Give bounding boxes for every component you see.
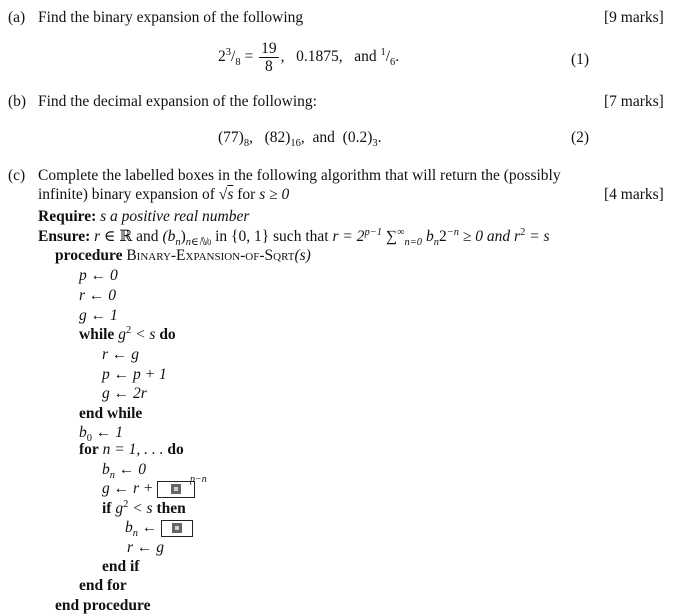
if-keyword: if <box>102 500 112 517</box>
ensure-b: b <box>422 228 434 245</box>
part-b-marks: [7 marks] <box>604 93 664 110</box>
box-exponent: p−n <box>190 474 207 485</box>
require-text: s a positive real number <box>100 208 250 225</box>
part-c-line1: Complete the labelled boxes in the following algorithm that will return the (possibly <box>38 167 561 184</box>
part-c-marks: [4 marks] <box>604 186 664 203</box>
procedure-arg: (s) <box>294 247 311 264</box>
ensure-neg-exp: −n <box>446 226 460 238</box>
mixed-number-whole: 2 <box>218 48 226 66</box>
box-a-placeholder-icon <box>171 484 181 494</box>
bn-assign <box>102 461 146 482</box>
b0-assign <box>79 424 123 445</box>
fraction-numerator: 19 <box>261 40 277 57</box>
p-assign: p ← p + 1 <box>102 366 167 383</box>
while-keyword: while <box>79 326 115 343</box>
ensure-tail: ≥ 0 and r <box>459 228 521 245</box>
p-init: p ← 0 <box>79 267 118 284</box>
part-a-end: . <box>395 48 400 66</box>
r-update: r ← g <box>127 539 165 556</box>
part-b-question: Find the decimal expansion of the following: <box>38 93 317 110</box>
ensure-index-set: n∈ℕ <box>185 237 208 249</box>
while-cond: < s <box>131 326 156 343</box>
equation-number-2: (2) <box>571 129 590 146</box>
and-word: and <box>312 129 335 146</box>
part-b-label: (b) <box>8 93 27 110</box>
bn-rest: ← 0 <box>115 461 146 478</box>
procedure-name: Binary-Expansion-of-Sqrt <box>126 247 295 264</box>
equation-number-1: (1) <box>571 51 590 68</box>
box-b-placeholder-icon <box>172 523 182 533</box>
algorithm-require <box>38 208 249 226</box>
if-g: g <box>115 500 124 517</box>
part-b-expression <box>218 129 382 150</box>
r-assign: r ← g <box>102 346 140 363</box>
ensure-real-set: ℝ <box>119 228 133 245</box>
end-if: end if <box>102 558 140 575</box>
if-square: 2 <box>123 498 129 510</box>
ensure-close: ) <box>180 228 186 245</box>
for-keyword: for <box>79 441 99 458</box>
one-sixth-num: 1 <box>380 46 386 58</box>
algorithm-ensure <box>38 226 550 249</box>
if-cond: < s <box>128 500 153 517</box>
procedure-header <box>55 247 311 265</box>
b0-rest: ← 1 <box>92 424 123 441</box>
ensure-sum-hi: ∞ <box>396 226 405 238</box>
bn2-sub: n <box>132 528 138 540</box>
base8-number: (77) <box>218 129 244 146</box>
end-procedure: end procedure <box>55 597 151 614</box>
ensure-b-sub: n <box>433 237 439 249</box>
bn-box-assign <box>125 519 193 540</box>
ensure-end: = s <box>525 228 550 245</box>
comma-1: , <box>249 129 253 146</box>
b0-b: b <box>79 424 87 441</box>
g-init: g ← 1 <box>79 307 118 324</box>
end-while: end while <box>79 405 143 422</box>
g-update-text: g ← r + <box>102 480 158 497</box>
ensure-sum-lo: n=0 <box>404 237 423 249</box>
part-a-marks: [9 marks] <box>604 9 664 26</box>
ensure-r: r ∈ <box>94 228 120 245</box>
r-init: r ← 0 <box>79 287 117 304</box>
one-sixth-den: 6 <box>390 57 396 69</box>
while-square: 2 <box>125 324 132 336</box>
mixed-number-den: 8 <box>235 57 241 69</box>
ensure-bn-sub: n <box>175 237 181 249</box>
comma-2: , <box>300 129 305 146</box>
bn-sub: n <box>109 470 115 482</box>
ensure-r-eq: r = 2 <box>332 228 365 245</box>
equals-sign: = <box>244 48 254 66</box>
bn2-rest: ← <box>138 519 162 536</box>
require-keyword: Require: <box>38 208 97 225</box>
while-line <box>79 326 176 344</box>
bn2-b: b <box>125 519 133 536</box>
base8-subscript: 8 <box>243 138 250 150</box>
part-c-label: (c) <box>8 167 26 184</box>
part-c-condition: s ≥ 0 <box>259 186 290 203</box>
do-keyword: do <box>159 326 176 343</box>
ensure-exp: p−1 <box>364 226 383 238</box>
part-c-line2 <box>38 186 289 204</box>
base16-number: (82) <box>264 129 291 146</box>
ensure-sum: ∑ <box>382 228 397 245</box>
if-line <box>102 500 186 518</box>
ensure-bn: (b <box>162 228 176 245</box>
g-assign: g ← 2r <box>102 385 147 402</box>
b0-sub: 0 <box>86 433 92 445</box>
base3-subscript: 3 <box>372 138 378 150</box>
for-do-keyword: do <box>167 441 184 458</box>
part-a-expression: $2^3/_8$ = $\frac{19}{8}$ , 0.1875, and $^1/_6$. <box>218 40 400 75</box>
for-cond: n = 1, . . . <box>98 441 164 458</box>
ensure-index-zero: 0 <box>207 238 212 248</box>
sqrt-radicand: s <box>227 186 234 203</box>
bn-b: b <box>102 461 110 478</box>
answer-box-b[interactable] <box>161 520 193 537</box>
procedure-keyword: procedure <box>55 247 123 264</box>
ensure-and: and <box>132 228 163 245</box>
ensure-in: in {0, 1} such that <box>211 228 333 245</box>
base3-number: (0.2) <box>342 129 373 146</box>
end-for: end for <box>79 577 127 594</box>
mixed-number-num: 3 <box>225 46 231 58</box>
ensure-square: 2 <box>520 226 526 238</box>
part-c-line2-a: infinite) binary expansion of <box>38 186 219 203</box>
ensure-keyword: Ensure: <box>38 228 91 245</box>
fraction-denominator: 8 <box>264 58 273 75</box>
period: . <box>377 129 382 146</box>
base16-subscript: 16 <box>290 138 301 150</box>
while-g: g <box>118 326 126 343</box>
fraction-19-8 <box>259 40 279 75</box>
ensure-two: 2 <box>438 228 447 245</box>
part-a-label: (a) <box>8 9 26 26</box>
part-c-line2-b: for <box>233 186 260 203</box>
then-keyword: then <box>156 500 186 517</box>
for-line <box>79 441 184 459</box>
part-a-question: Find the binary expansion of the following <box>38 9 304 26</box>
g-update <box>102 480 195 498</box>
sqrt-symbol: √ <box>218 186 228 203</box>
part-a-rest: , 0.1875, and <box>280 48 381 66</box>
